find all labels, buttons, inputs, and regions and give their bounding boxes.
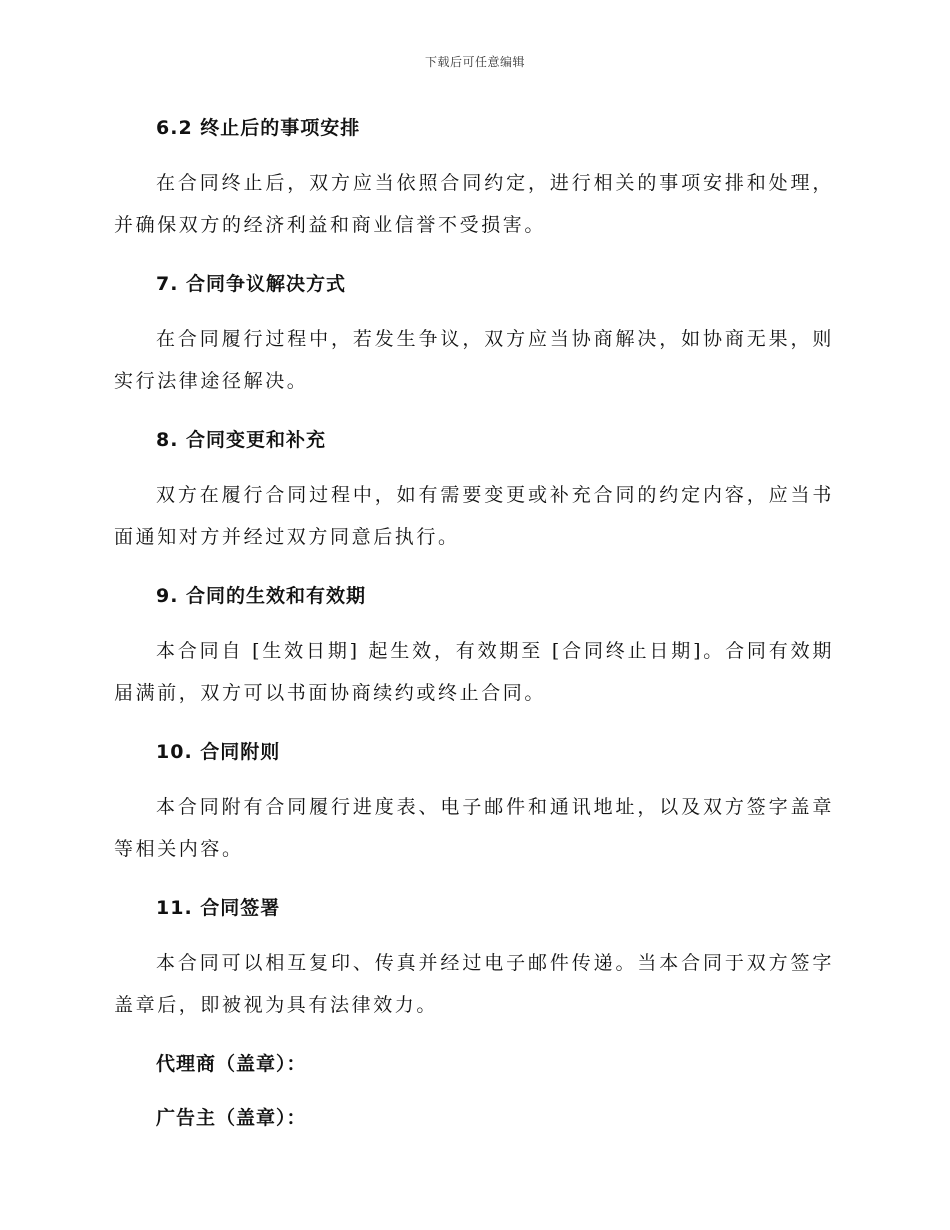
advertiser-seal-line: 广告主（盖章）： xyxy=(156,1107,307,1129)
section-heading: 8. 合同变更和补充 xyxy=(156,429,327,451)
document-body xyxy=(114,112,834,1134)
section-heading: 7. 合同争议解决方式 xyxy=(156,273,347,295)
section-dispute-resolution xyxy=(114,268,834,402)
section-amendment xyxy=(114,424,834,558)
section-heading: 6.2 终止后的事项安排 xyxy=(156,117,361,139)
section-paragraph: 本合同可以相互复印、传真并经过电子邮件传递。当本合同于双方签字盖章后，即被视为具有法律效力。 xyxy=(114,952,834,1016)
agent-seal-line: 代理商（盖章）： xyxy=(156,1053,307,1075)
section-appendix xyxy=(114,736,834,870)
section-paragraph: 在合同履行过程中，若发生争议，双方应当协商解决，如协商无果，则实行法律途径解决。 xyxy=(114,328,834,392)
section-effective-period xyxy=(114,580,834,714)
section-heading: 11. 合同签署 xyxy=(156,897,281,919)
section-paragraph: 在合同终止后，双方应当依照合同约定，进行相关的事项安排和处理，并确保双方的经济利益和商业信誉不受损害。 xyxy=(114,172,834,236)
section-paragraph: 本合同附有合同履行进度表、电子邮件和通讯地址，以及双方签字盖章等相关内容。 xyxy=(114,796,834,860)
page-header: 下载后可任意编辑 xyxy=(424,55,525,69)
section-signing xyxy=(114,892,834,1026)
section-heading: 10. 合同附则 xyxy=(156,741,281,763)
section-paragraph: 双方在履行合同过程中，如有需要变更或补充合同的约定内容，应当书面通知对方并经过双方同意后执行。 xyxy=(114,484,834,548)
section-paragraph: 本合同自 [生效日期] 起生效，有效期至 [合同终止日期]。合同有效期届满前，双方可以书面协商续约或终止合同。 xyxy=(114,640,834,704)
section-termination-arrangements xyxy=(114,112,834,246)
signature-block xyxy=(114,1048,834,1134)
section-heading: 9. 合同的生效和有效期 xyxy=(156,585,367,607)
